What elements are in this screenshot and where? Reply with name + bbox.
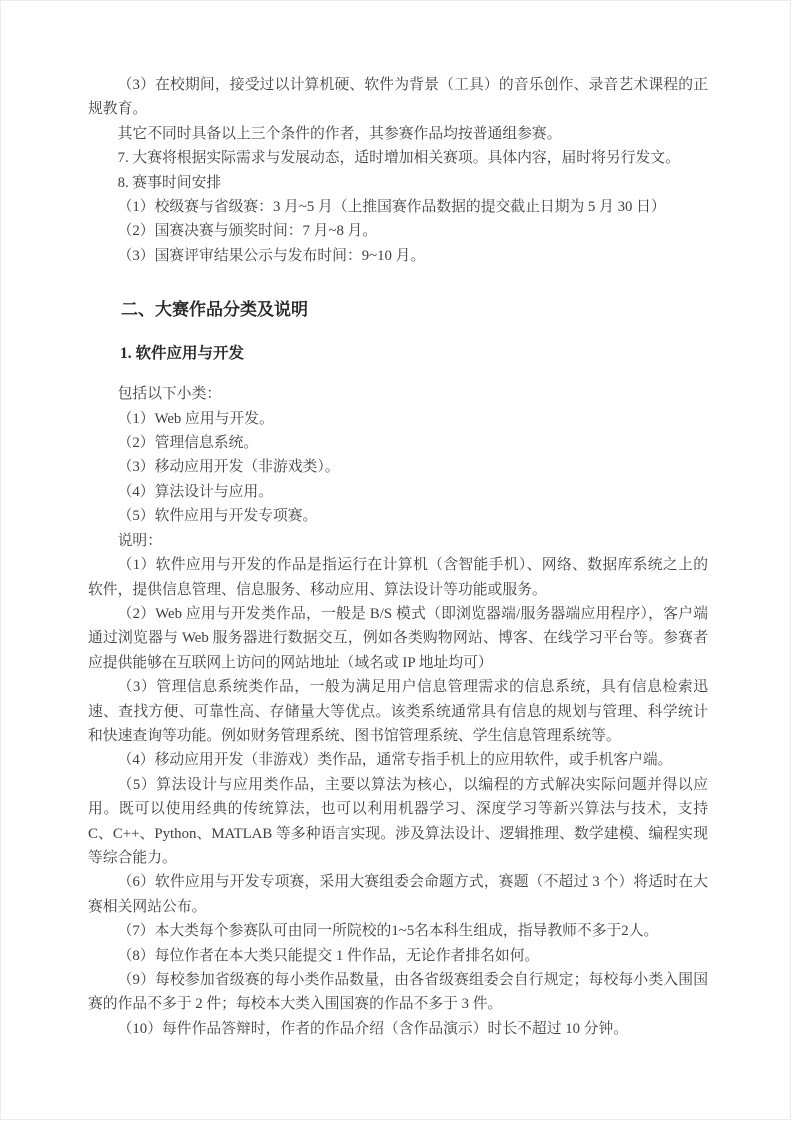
paragraph: （1）软件应用与开发的作品是指运行在计算机（含智能手机）、网络、数据库系统之上的软件，提供信息管理、信息服务、移动应用、算法设计等功能或服务。	[88, 557, 708, 598]
section-heading: 二、大赛作品分类及说明	[121, 300, 308, 320]
paragraph: （7）本大类每个参赛队可由同一所院校的1~5名本科生组成，指导教师不多于2人。	[117, 923, 659, 940]
subsection-heading: 1. 软件应用与开发	[120, 345, 245, 363]
paragraph: 说明：	[117, 532, 162, 549]
list-item: （4）算法设计与应用。	[117, 483, 273, 500]
paragraph: 7. 大赛将根据实际需求与发展动态，适时增加相关赛项。具体内容，届时将另行发文。	[117, 150, 680, 167]
paragraph: 8. 赛事时间安排	[117, 174, 222, 191]
list-item: （5）软件应用与开发专项赛。	[117, 508, 318, 525]
paragraph: （3）国赛评审结果公示与发布时间：9~10 月。	[117, 247, 426, 264]
list-item: （1）Web 应用与开发。	[117, 410, 274, 427]
paragraph: 包括以下小类：	[117, 386, 222, 403]
paragraph: （10）每件作品答辩时，作者的作品介绍（含作品演示）时长不超过 10 分钟。	[117, 1020, 629, 1037]
list-item: （3）移动应用开发（非游戏类）。	[117, 459, 340, 476]
paragraph: （2）Web 应用与开发类作品，一般是 B/S 模式（即浏览器端/服务器端应用程序），客户端通过浏览器与 Web 服务器进行数据交互，例如各类购物网站、博客、在线学习平台等。参赛者应提供能够在互联网上访问的网站地址（域名或 IP 地址均可）	[88, 605, 708, 671]
paragraph: （9）每校参加省级赛的每小类作品数量，由各省级赛组委会自行规定；每校每小类入围国赛的作品不多于 2 件；每校本大类入围国赛的作品不多于 3 件。	[88, 972, 708, 1013]
paragraph: （8）每位作者在本大类只能提交 1 件作品，无论作者排名如何。	[117, 947, 540, 964]
paragraph: （1）校级赛与省级赛：3 月~5 月（上推国赛作品数据的提交截止日期为 5 月 30 日）	[117, 199, 666, 216]
paragraph: （5）算法设计与应用类作品，主要以算法为核心，以编程的方式解决实际问题并得以应用。既可以使用经典的传统算法，也可以利用机器学习、深度学习等新兴算法与技术，支持 C、C++、Python、MATLAB 等多种语言实现。涉及算法设计、逻辑推理、数学建模、编程实现等综合能力。	[88, 776, 708, 866]
paragraph: （6）软件应用与开发专项赛，采用大赛组委会命题方式，赛题（不超过 3 个）将适时在大赛相关网站公布。	[88, 874, 708, 915]
paragraph: 其它不同时具备以上三个条件的作者，其参赛作品均按普通组参赛。	[117, 125, 562, 142]
list-item: （2）管理信息系统。	[117, 435, 259, 452]
paragraph: （3）在校期间，接受过以计算机硬、软件为背景（工具）的音乐创作、录音艺术课程的正规教育。	[88, 77, 708, 118]
paragraph: （2）国赛决赛与颁奖时间：7 月~8 月。	[117, 223, 378, 240]
paragraph: （4）移动应用开发（非游戏）类作品，通常专指手机上的应用软件，或手机客户端。	[117, 752, 673, 769]
document-body	[88, 73, 708, 1041]
paragraph: （3）管理信息系统类作品，一般为满足用户信息管理需求的信息系统，具有信息检索迅速、查找方便、可靠性高、存储量大等优点。该类系统通常具有信息的规划与管理、科学统计和快速查询等功能。例如财务管理系统、图书馆管理系统、学生信息管理系统等。	[88, 679, 708, 744]
